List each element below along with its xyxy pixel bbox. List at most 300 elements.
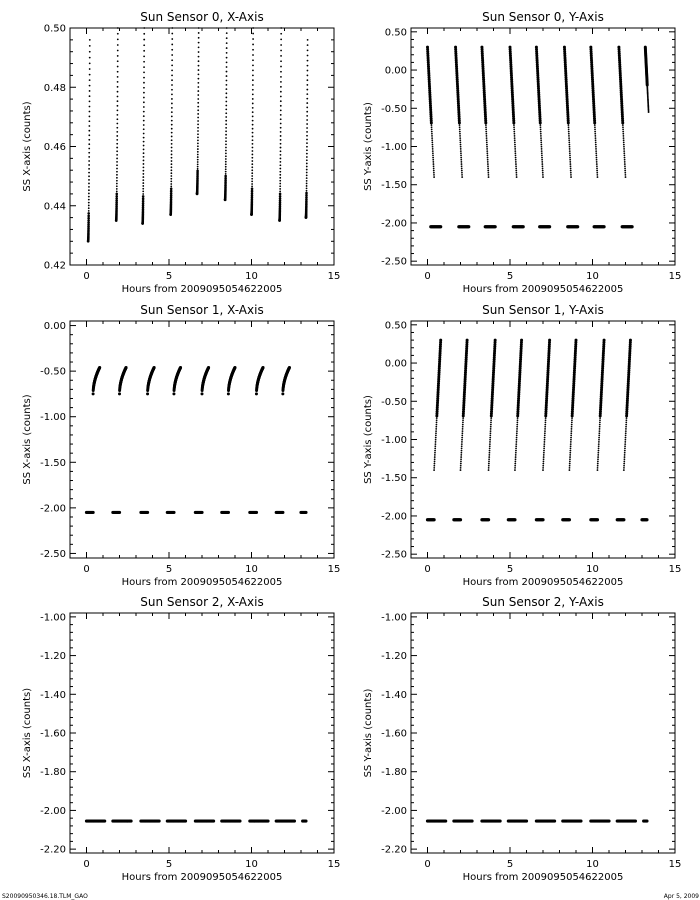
data-point bbox=[143, 166, 145, 168]
data-point bbox=[142, 179, 144, 181]
data-point bbox=[306, 177, 308, 179]
data-point bbox=[88, 205, 90, 207]
data-point bbox=[196, 170, 199, 173]
data-point bbox=[88, 199, 90, 201]
data-point bbox=[226, 84, 228, 86]
data-point bbox=[569, 152, 571, 154]
data-point bbox=[595, 139, 597, 141]
data-point bbox=[280, 55, 282, 57]
data-point bbox=[226, 80, 228, 82]
data-point bbox=[251, 188, 254, 191]
data-point bbox=[225, 168, 227, 170]
data-point bbox=[488, 458, 490, 460]
data-point bbox=[645, 819, 648, 822]
x-tick-label: 0 bbox=[424, 564, 431, 575]
data-point bbox=[515, 456, 517, 458]
data-point bbox=[434, 452, 436, 454]
data-point bbox=[513, 126, 515, 128]
data-point bbox=[541, 157, 543, 159]
chart-panel-3 bbox=[22, 303, 340, 588]
data-point bbox=[490, 419, 492, 421]
y-axis-label: SS Y-axis (counts) bbox=[363, 395, 374, 484]
data-point bbox=[540, 142, 542, 144]
data-point bbox=[568, 133, 570, 135]
data-point bbox=[540, 144, 542, 146]
data-point bbox=[597, 456, 599, 458]
data-point bbox=[171, 64, 173, 66]
data-point bbox=[543, 448, 545, 450]
data-point bbox=[544, 430, 546, 432]
data-point bbox=[171, 49, 173, 51]
data-point bbox=[594, 129, 596, 131]
data-point bbox=[197, 86, 199, 88]
data-point bbox=[431, 135, 433, 137]
data-point bbox=[594, 124, 596, 126]
data-point bbox=[306, 79, 308, 81]
data-point bbox=[462, 430, 464, 432]
data-point bbox=[117, 55, 119, 57]
y-tick-label: -2.00 bbox=[381, 805, 407, 817]
data-point bbox=[461, 170, 463, 172]
data-point bbox=[88, 175, 90, 177]
data-point bbox=[431, 142, 433, 144]
data-point bbox=[513, 124, 515, 126]
data-point bbox=[625, 435, 627, 437]
data-point bbox=[625, 432, 627, 434]
data-point bbox=[306, 135, 308, 137]
data-point bbox=[171, 38, 173, 40]
y-tick-label: 0.48 bbox=[43, 82, 66, 94]
data-point bbox=[306, 115, 308, 117]
y-tick-label: -1.00 bbox=[40, 612, 66, 624]
data-point bbox=[225, 92, 227, 94]
data-point bbox=[515, 165, 517, 167]
data-point bbox=[461, 437, 463, 439]
data-point bbox=[252, 54, 254, 56]
data-point bbox=[595, 144, 597, 146]
data-point bbox=[88, 183, 90, 185]
data-point bbox=[307, 65, 309, 67]
data-point bbox=[171, 120, 173, 122]
data-point bbox=[516, 428, 518, 430]
data-point bbox=[225, 158, 227, 160]
data-point bbox=[489, 439, 491, 441]
data-point bbox=[88, 125, 90, 127]
data-point bbox=[570, 174, 572, 176]
y-tick-label: -1.80 bbox=[381, 767, 407, 779]
data-point bbox=[487, 161, 489, 163]
data-point bbox=[485, 124, 487, 126]
data-point bbox=[594, 133, 596, 135]
chart-panel-2 bbox=[363, 10, 681, 295]
data-point bbox=[543, 443, 545, 445]
data-point bbox=[225, 109, 227, 111]
data-point bbox=[306, 153, 308, 155]
data-point bbox=[143, 33, 145, 35]
data-point bbox=[596, 159, 598, 161]
data-point bbox=[143, 72, 145, 74]
data-point bbox=[460, 467, 462, 469]
data-point bbox=[487, 157, 489, 159]
data-point bbox=[225, 130, 227, 132]
data-point bbox=[280, 131, 282, 133]
data-point bbox=[252, 79, 254, 81]
data-point bbox=[280, 39, 282, 41]
data-point bbox=[514, 142, 516, 144]
data-point bbox=[88, 152, 90, 154]
data-point bbox=[624, 448, 626, 450]
data-point bbox=[623, 469, 625, 471]
data-point bbox=[486, 152, 488, 154]
data-point bbox=[88, 186, 90, 188]
data-point bbox=[280, 123, 282, 125]
data-point bbox=[171, 54, 173, 56]
data-point bbox=[541, 148, 543, 150]
data-point bbox=[597, 461, 599, 463]
data-point bbox=[486, 142, 488, 144]
data-point bbox=[280, 147, 282, 149]
data-point bbox=[252, 33, 254, 35]
data-point bbox=[525, 819, 528, 822]
data-point bbox=[595, 142, 597, 144]
data-point bbox=[514, 148, 516, 150]
x-tick-label: 5 bbox=[506, 859, 514, 870]
data-point bbox=[198, 60, 200, 62]
data-point bbox=[88, 120, 90, 122]
y-tick-label: 0.42 bbox=[43, 260, 66, 272]
data-point bbox=[569, 146, 571, 148]
data-point bbox=[569, 454, 571, 456]
data-point bbox=[494, 225, 497, 228]
data-point bbox=[486, 144, 488, 146]
data-point bbox=[88, 139, 90, 141]
data-point bbox=[460, 150, 462, 152]
data-point bbox=[594, 126, 596, 128]
data-point bbox=[197, 139, 199, 141]
data-point bbox=[459, 137, 461, 139]
data-point bbox=[542, 174, 544, 176]
data-point bbox=[225, 147, 227, 149]
data-point bbox=[621, 121, 624, 124]
data-point bbox=[306, 146, 308, 148]
data-point bbox=[597, 452, 599, 454]
data-point bbox=[624, 445, 626, 447]
data-point bbox=[462, 417, 464, 419]
data-point bbox=[488, 456, 490, 458]
data-point bbox=[279, 174, 281, 176]
data-point bbox=[306, 119, 308, 121]
data-point bbox=[516, 430, 518, 432]
data-point bbox=[624, 443, 626, 445]
data-point bbox=[624, 441, 626, 443]
data-point bbox=[540, 137, 542, 139]
data-point bbox=[143, 124, 145, 126]
data-point bbox=[433, 518, 436, 521]
data-point bbox=[625, 422, 627, 424]
data-point bbox=[170, 169, 172, 171]
data-point bbox=[460, 144, 462, 146]
data-point bbox=[596, 165, 598, 167]
data-points bbox=[85, 819, 308, 822]
data-point bbox=[486, 146, 488, 148]
data-point bbox=[255, 511, 258, 514]
data-point bbox=[594, 131, 596, 133]
data-point bbox=[513, 131, 515, 133]
data-point bbox=[542, 463, 544, 465]
data-point bbox=[624, 157, 626, 159]
data-point bbox=[490, 426, 492, 428]
data-point bbox=[116, 139, 118, 141]
data-point bbox=[540, 126, 542, 128]
data-point bbox=[541, 163, 543, 165]
data-point bbox=[433, 168, 435, 170]
data-point bbox=[543, 452, 545, 454]
data-point bbox=[545, 422, 547, 424]
x-tick-label: 10 bbox=[245, 271, 258, 282]
data-point bbox=[143, 106, 145, 108]
data-point bbox=[431, 129, 433, 131]
data-point bbox=[252, 116, 254, 118]
data-point bbox=[487, 155, 489, 157]
data-point bbox=[197, 133, 199, 135]
data-point bbox=[516, 422, 518, 424]
data-point bbox=[544, 437, 546, 439]
data-point bbox=[595, 150, 597, 152]
chart-panel-6 bbox=[363, 595, 681, 883]
data-point bbox=[115, 193, 118, 196]
data-point bbox=[252, 136, 254, 138]
data-point bbox=[280, 143, 282, 145]
data-point bbox=[489, 443, 491, 445]
data-point bbox=[515, 157, 517, 159]
data-point bbox=[252, 150, 254, 152]
data-point bbox=[595, 148, 597, 150]
data-point bbox=[89, 57, 91, 59]
data-point bbox=[92, 511, 95, 514]
data-point bbox=[515, 450, 517, 452]
data-point bbox=[89, 116, 91, 118]
data-point bbox=[459, 129, 461, 131]
data-point bbox=[462, 428, 464, 430]
data-point bbox=[280, 109, 282, 111]
data-point bbox=[569, 456, 571, 458]
data-point bbox=[436, 417, 438, 419]
data-point bbox=[197, 163, 199, 165]
data-point bbox=[306, 84, 308, 86]
data-point bbox=[570, 168, 572, 170]
data-point bbox=[543, 456, 545, 458]
data-point bbox=[306, 190, 308, 192]
data-point bbox=[543, 450, 545, 452]
data-point bbox=[569, 463, 571, 465]
y-tick-label: 0.00 bbox=[384, 358, 407, 370]
data-point bbox=[171, 132, 173, 134]
data-point bbox=[461, 172, 463, 174]
data-point bbox=[598, 439, 600, 441]
data-point bbox=[198, 32, 200, 34]
data-point bbox=[197, 156, 199, 158]
data-point bbox=[143, 61, 145, 63]
data-point bbox=[541, 155, 543, 157]
data-point bbox=[143, 120, 145, 122]
data-point bbox=[488, 174, 490, 176]
data-point bbox=[571, 424, 573, 426]
data-point bbox=[540, 133, 542, 135]
data-point bbox=[201, 392, 204, 395]
y-tick-label: -0.50 bbox=[381, 396, 407, 408]
data-point bbox=[598, 450, 600, 452]
data-point bbox=[435, 428, 437, 430]
data-point bbox=[540, 131, 542, 133]
data-point bbox=[87, 215, 90, 218]
data-point bbox=[461, 441, 463, 443]
data-point bbox=[89, 95, 91, 97]
data-point bbox=[251, 169, 253, 171]
data-point bbox=[280, 66, 282, 68]
data-point bbox=[306, 187, 308, 189]
data-point bbox=[570, 176, 572, 178]
data-point bbox=[433, 469, 435, 471]
data-point bbox=[431, 124, 433, 126]
data-point bbox=[129, 819, 132, 822]
y-axis-label: SS Y-axis (counts) bbox=[363, 102, 374, 191]
data-point bbox=[198, 69, 200, 71]
chart-title: Sun Sensor 2, Y-Axis bbox=[482, 595, 604, 609]
data-point bbox=[599, 422, 601, 424]
y-tick-label: -2.00 bbox=[40, 503, 66, 515]
report-date-label: Apr 5, 2009 bbox=[663, 893, 699, 900]
data-point bbox=[251, 160, 253, 162]
data-point bbox=[88, 207, 90, 209]
data-point bbox=[548, 339, 551, 342]
data-point bbox=[645, 518, 648, 521]
data-point bbox=[488, 465, 490, 467]
data-point bbox=[433, 165, 435, 167]
data-point bbox=[197, 94, 199, 96]
data-point bbox=[569, 452, 571, 454]
data-point bbox=[143, 97, 145, 99]
data-point bbox=[225, 105, 227, 107]
data-point bbox=[461, 165, 463, 167]
data-point bbox=[225, 137, 227, 139]
data-point bbox=[569, 161, 571, 163]
data-point bbox=[307, 44, 309, 46]
x-tick-label: 10 bbox=[586, 564, 599, 575]
data-point bbox=[307, 75, 309, 77]
data-point bbox=[543, 454, 545, 456]
data-point bbox=[225, 153, 227, 155]
data-point bbox=[459, 139, 461, 141]
data-point bbox=[197, 98, 199, 100]
data-point bbox=[171, 33, 173, 35]
data-point bbox=[280, 86, 282, 88]
data-point bbox=[88, 148, 90, 150]
data-point bbox=[432, 159, 434, 161]
data-points bbox=[426, 46, 649, 229]
data-point bbox=[516, 432, 518, 434]
data-point bbox=[262, 366, 265, 369]
data-point bbox=[225, 144, 227, 146]
data-point bbox=[623, 463, 625, 465]
data-point bbox=[460, 146, 462, 148]
y-tick-label: -2.50 bbox=[381, 549, 407, 561]
data-point bbox=[252, 139, 254, 141]
data-point bbox=[117, 109, 119, 111]
data-point bbox=[251, 178, 253, 180]
data-point bbox=[88, 156, 90, 158]
data-point bbox=[541, 150, 543, 152]
y-tick-label: 0.50 bbox=[43, 23, 66, 35]
data-point bbox=[514, 139, 516, 141]
data-point bbox=[307, 60, 309, 62]
data-point bbox=[225, 166, 227, 168]
data-point bbox=[624, 454, 626, 456]
data-point bbox=[490, 430, 492, 432]
data-point bbox=[490, 432, 492, 434]
data-point bbox=[459, 135, 461, 137]
data-point bbox=[629, 339, 632, 342]
data-point bbox=[225, 134, 227, 136]
data-point bbox=[252, 103, 254, 105]
data-point bbox=[197, 120, 199, 122]
data-point bbox=[460, 458, 462, 460]
x-tick-label: 5 bbox=[165, 564, 173, 575]
data-point bbox=[514, 133, 516, 135]
data-point bbox=[461, 443, 463, 445]
data-point bbox=[622, 129, 624, 131]
data-point bbox=[514, 461, 516, 463]
data-point bbox=[569, 157, 571, 159]
data-point bbox=[117, 100, 119, 102]
data-point bbox=[488, 469, 490, 471]
data-point bbox=[460, 469, 462, 471]
data-point bbox=[568, 131, 570, 133]
data-point bbox=[89, 45, 91, 47]
data-point bbox=[251, 186, 253, 188]
data-point bbox=[540, 139, 542, 141]
data-point bbox=[198, 74, 200, 76]
data-point bbox=[171, 103, 173, 105]
data-point bbox=[125, 366, 128, 369]
data-point bbox=[568, 518, 571, 521]
data-point bbox=[461, 448, 463, 450]
data-point bbox=[251, 172, 253, 174]
data-point bbox=[623, 152, 625, 154]
data-point bbox=[570, 432, 572, 434]
data-point bbox=[625, 430, 627, 432]
data-point bbox=[306, 172, 308, 174]
data-point bbox=[625, 426, 627, 428]
data-point bbox=[599, 428, 601, 430]
y-tick-label: 0.50 bbox=[384, 27, 407, 39]
data-point bbox=[569, 458, 571, 460]
data-point bbox=[279, 193, 282, 196]
data-point bbox=[143, 170, 145, 172]
data-point bbox=[307, 39, 309, 41]
data-point bbox=[542, 467, 544, 469]
data-point bbox=[288, 366, 291, 369]
data-point bbox=[543, 445, 545, 447]
data-point bbox=[143, 55, 145, 57]
data-point bbox=[179, 366, 182, 369]
x-tick-label: 15 bbox=[327, 271, 341, 282]
chart-title: Sun Sensor 2, X-Axis bbox=[140, 595, 264, 609]
data-point bbox=[226, 52, 228, 54]
data-point bbox=[571, 417, 573, 419]
data-point bbox=[435, 439, 437, 441]
data-point bbox=[489, 450, 491, 452]
data-point bbox=[116, 150, 118, 152]
